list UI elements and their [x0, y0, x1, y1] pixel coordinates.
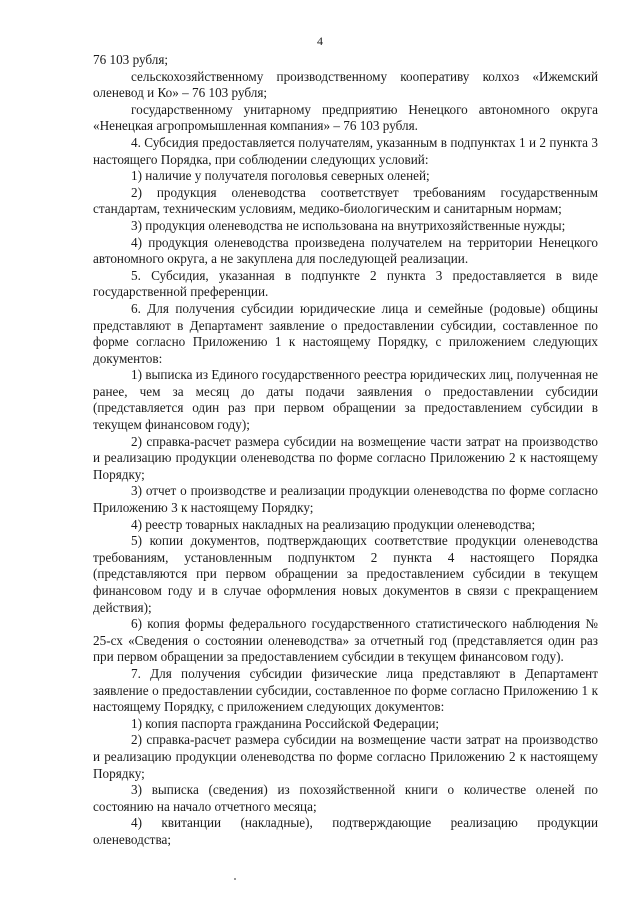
document-paragraph: 2) справка-расчет размера субсидии на возмещение части затрат на производство и реализацию продукции оленеводства по форме согласно Приложению 2 к настоящему Порядку; [93, 433, 598, 482]
document-paragraph: 5. Субсидия, указанная в подпункте 2 пункта 3 предоставляется в виде государственной преференции. [93, 267, 598, 300]
page-number: 4 [317, 34, 323, 48]
document-paragraph: 1) наличие у получателя поголовья северных оленей; [131, 168, 430, 184]
scan-speck [234, 878, 236, 880]
document-paragraph: 1) копия паспорта гражданина Российской Федерации; [131, 715, 440, 731]
document-paragraph: 3) продукция оленеводства не использована на внутрихозяйственные нужды; [131, 217, 566, 233]
document-body [93, 52, 598, 849]
document-paragraph: 7. Для получения субсидии физические лица представляют в Департамент заявление о предоставлении субсидии, составленное по форме согласно Приложению 1 к настоящему Порядку, с приложением следующих документов: [93, 665, 598, 715]
document-paragraph: 4) продукция оленеводства произведена получателем на территории Ненецкого автономного округа, а не закуплена для последующей реализации. [93, 234, 598, 267]
document-paragraph: 2) справка-расчет размера субсидии на возмещение части затрат на производство и реализацию продукции оленеводства по форме согласно Приложению 2 к настоящему Порядку; [93, 732, 598, 781]
document-paragraph: 3) отчет о производстве и реализации продукции оленеводства по форме согласно Приложению 3 к настоящему Порядку; [93, 483, 598, 516]
document-paragraph: 6. Для получения субсидии юридические лица и семейные (родовые) общины представляют в Департамент заявление о предоставлении субсидии, составленное по форме согласно Приложению 1 к настоящему Порядку, с приложением следующих документов: [93, 300, 598, 366]
document-paragraph: 1) выписка из Единого государственного реестра юридических лиц, полученная не ранее, чем за месяц до даты подачи заявления о предоставлении субсидии (представляется один раз при первом обращении за предоставлением субсидии в текущем финансовом году); [93, 367, 598, 433]
document-paragraph: 76 103 рубля; [93, 52, 169, 67]
document-paragraph: 4) реестр товарных накладных на реализацию продукции оленеводства; [131, 516, 536, 532]
document-paragraph: 4) квитанции (накладные), подтверждающие реализацию продукции оленеводства; [93, 815, 598, 847]
document-paragraph: государственному унитарному предприятию Ненецкого автономного округа «Ненецкая агропромышленная компания» – 76 103 рубля. [93, 101, 598, 134]
document-paragraph: 5) копии документов, подтверждающих соответствие продукции оленеводства требованиям, установленным подпунктом 2 пункта 4 настоящего Порядка (представляются при первом обращении за предоставлением субсидии в текущем финансовом году и в случае оформления новых документов в связи с прекращением действия); [93, 533, 598, 615]
document-paragraph: 2) продукция оленеводства соответствует требованиям государственным стандартам, техническим условиям, медико-биологическим и санитарным нормам; [93, 184, 598, 217]
document-paragraph: сельскохозяйственному производственному кооперативу колхоз «Ижемский оленевод и Ко» – 76 103 рубля; [93, 68, 598, 101]
document-paragraph: 6) копия формы федерального государственного статистического наблюдения № 25-сх «Сведения о состоянии оленеводства» за отчетный год (представляется один раз при первом обращении за предоставлением субсидии в текущем финансовом году). [93, 616, 598, 665]
document-paragraph: 4. Субсидия предоставляется получателям, указанным в подпунктах 1 и 2 пункта 3 настоящего Порядка, при соблюдении следующих условий: [93, 134, 598, 167]
document-paragraph: 3) выписка (сведения) из похозяйственной книги о количестве оленей по состоянию на начало отчетного месяца; [93, 782, 598, 814]
